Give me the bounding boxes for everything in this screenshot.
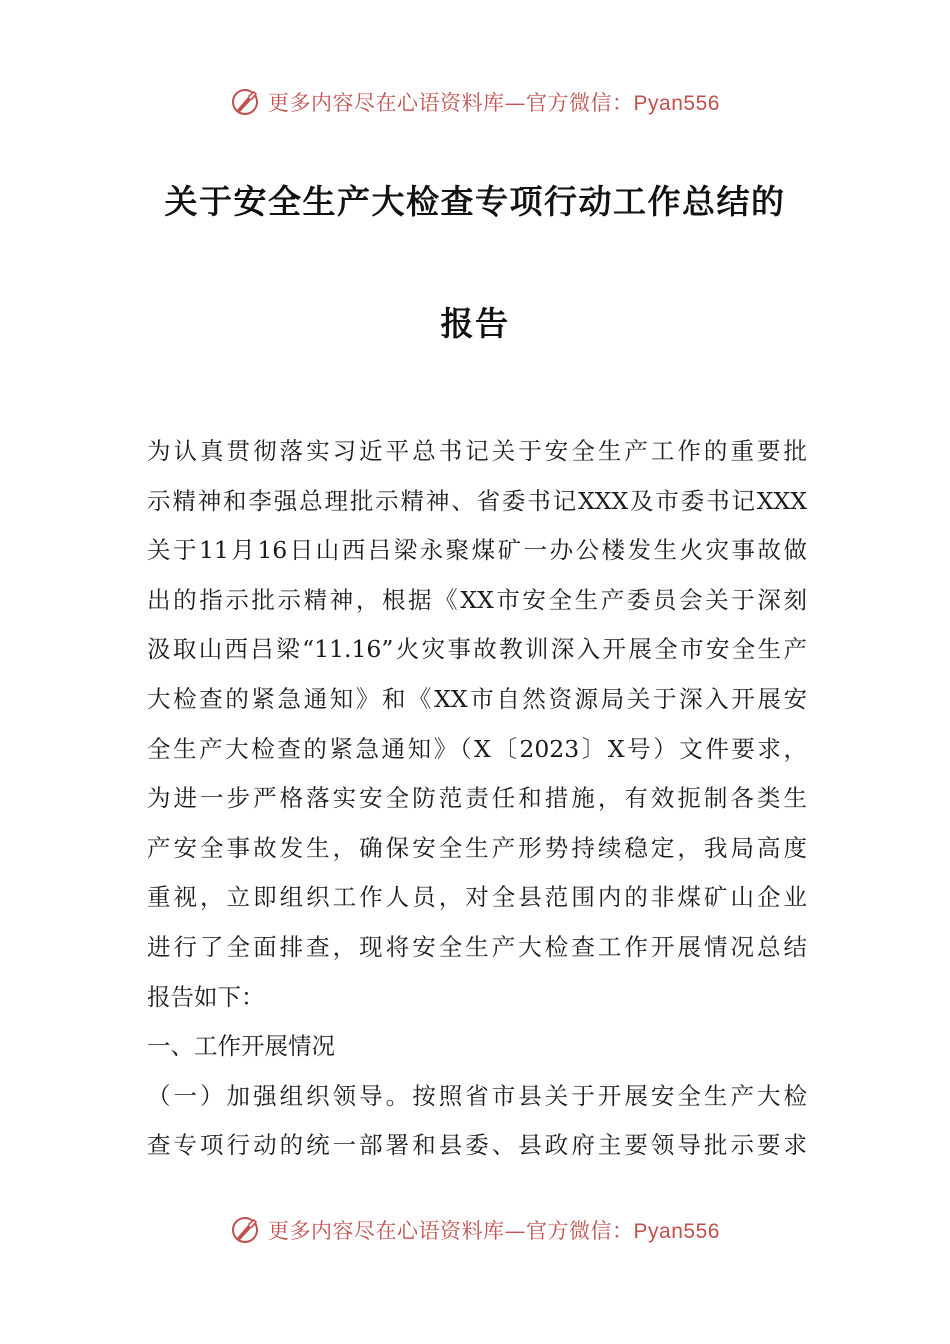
body-line: 重视，立即组织工作人员，对全县范围内的非煤矿山企业 [147,883,807,912]
body-line: 进行了全面排查，现将安全生产大检查工作开展情况总结 [147,932,807,961]
body-line: 为进一步严格落实安全防范责任和措施，有效扼制各类生 [147,784,807,813]
body-line: 查专项行动的统一部署和县委、县政府主要领导批示要求 [147,1131,807,1160]
body-line: 产安全事故发生，确保安全生产形势持续稳定，我局高度 [147,833,807,862]
document-body [147,427,807,1171]
watermark-footer [0,1210,950,1250]
body-line: 全生产大检查的紧急通知》（X〔2023〕X号）文件要求， [147,734,807,763]
watermark-text: 更多内容尽在心语资料库—官方微信：Pyan556 [268,91,720,115]
body-line: 大检查的紧急通知》和《XX市自然资源局关于深入开展安 [147,684,807,713]
document-title: 关于安全生产大检查专项行动工作总结的 [164,182,786,221]
pen-nib-icon [230,1215,260,1245]
body-line: 示精神和李强总理批示精神、省委书记XXX及市委书记XXX [147,486,807,515]
body-line: 报告如下： [147,982,265,1011]
body-line: 出的指示批示精神，根据《XX市安全生产委员会关于深刻 [147,585,807,614]
body-line: 关于11月16日山西吕梁永聚煤矿一办公楼发生火灾事故做 [147,536,807,565]
pen-nib-icon [230,87,260,117]
document-title-continued: 报告 [440,304,510,343]
watermark-text: 更多内容尽在心语资料库—官方微信：Pyan556 [268,1219,720,1243]
section-heading: 一、工作开展情况 [147,1032,335,1061]
body-line: （一）加强组织领导。按照省市县关于开展安全生产大检 [147,1081,807,1110]
body-line: 为认真贯彻落实习近平总书记关于安全生产工作的重要批 [147,437,807,465]
watermark-header [0,82,950,122]
body-line: 汲取山西吕梁“11.16”火灾事故教训深入开展全市安全生产 [147,635,807,664]
